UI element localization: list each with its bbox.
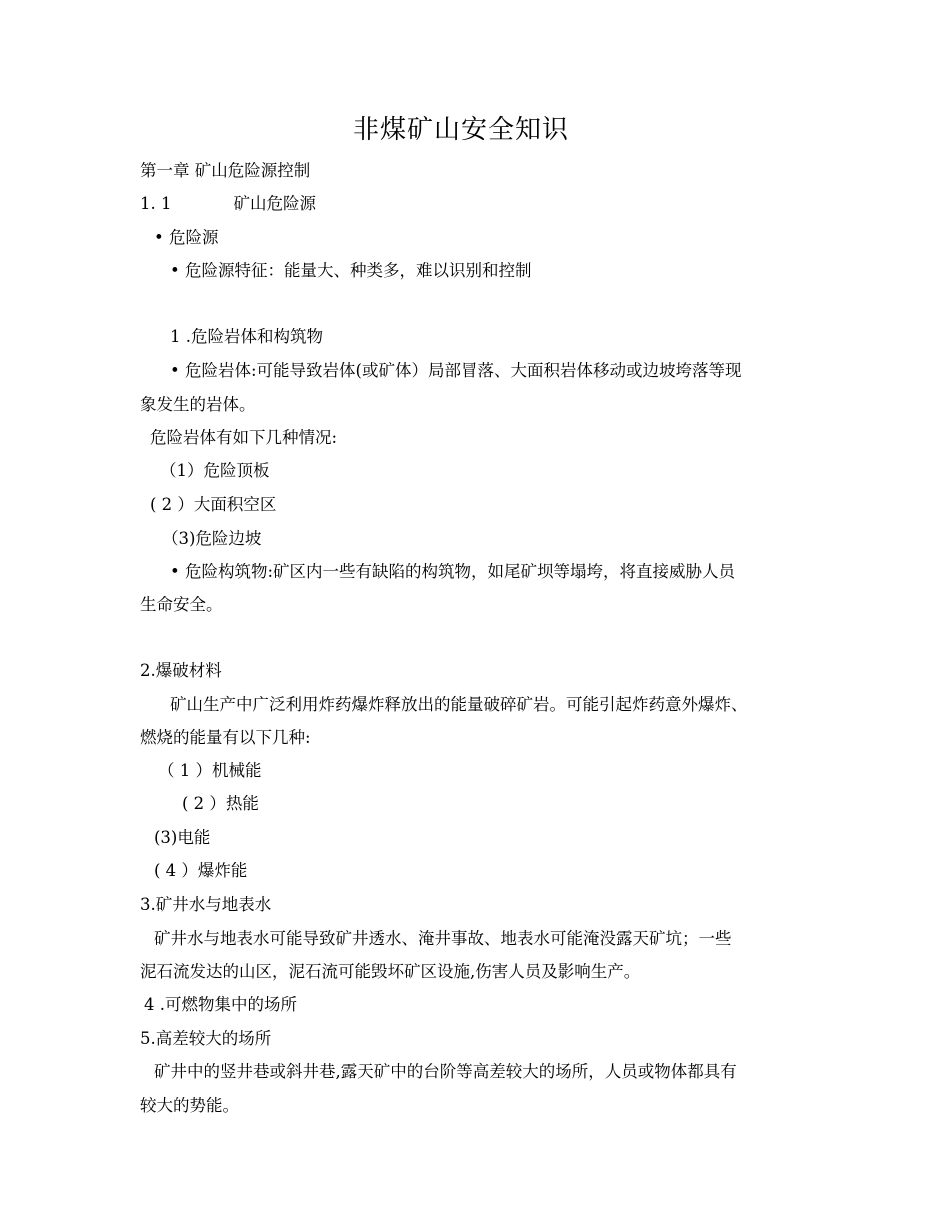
section-number: 1. 1 xyxy=(140,194,172,213)
water-line-1: 矿井水与地表水可能导致矿井透水、淹井事故、地表水可能淹没露天矿坑；一些 xyxy=(154,929,732,948)
blasting-line-2: 燃烧的能量有以下几种: xyxy=(140,728,311,747)
section-title: 矿山危险源 xyxy=(233,194,316,213)
water-line-2: 泥石流发达的山区，泥石流可能毁坏矿区设施,伤害人员及影响生产。 xyxy=(140,962,641,981)
bullet-hazard-features: • 危险源特征：能量大、种类多，难以识别和控制 xyxy=(170,261,532,280)
height-line-2: 较大的势能。 xyxy=(140,1096,239,1115)
chapter-heading: 第一章 矿山危险源控制 xyxy=(140,161,311,180)
rock-cases-intro: 危险岩体有如下几种情况: xyxy=(150,428,338,447)
energy-item-2: ( 2 ）热能 xyxy=(182,794,259,813)
rock-case-2: ( 2 ）大面积空区 xyxy=(150,495,277,514)
height-line-1: 矿井中的竖井巷或斜井巷,露天矿中的台阶等高差较大的场所，人员或物体都具有 xyxy=(154,1062,737,1081)
structure-line-1: • 危险构筑物:矿区内一些有缺陷的构筑物，如尾矿坝等塌垮，将直接威胁人员 xyxy=(170,562,736,581)
item-1-heading: 1 .危险岩体和构筑物 xyxy=(170,327,323,346)
energy-item-3: (3)电能 xyxy=(154,828,211,847)
document-title: 非煤矿山安全知识 xyxy=(352,115,569,145)
section-heading xyxy=(140,193,316,215)
structure-line-2: 生命安全。 xyxy=(140,595,223,614)
item-4-heading: 4 .可燃物集中的场所 xyxy=(144,995,297,1014)
item-3-heading: 3.矿井水与地表水 xyxy=(140,895,272,914)
rock-case-3: （3)危险边坡 xyxy=(162,529,262,548)
rock-case-1: （1）危险顶板 xyxy=(160,461,270,480)
blasting-line-1: 矿山生产中广泛利用炸药爆炸释放出的能量破碎矿岩。可能引起炸药意外爆炸、 xyxy=(170,695,748,714)
item-5-heading: 5.高差较大的场所 xyxy=(140,1029,272,1048)
energy-item-4: ( 4 ）爆炸能 xyxy=(154,861,248,880)
rock-definition-line-2: 象发生的岩体。 xyxy=(140,395,256,414)
energy-item-1: （ 1 ）机械能 xyxy=(158,761,262,780)
item-2-heading: 2.爆破材料 xyxy=(140,661,222,680)
bullet-hazard-source: • 危险源 xyxy=(154,228,219,247)
rock-definition-line-1: • 危险岩体:可能导致岩体(或矿体）局部冒落、大面积岩体移动或边坡垮落等现 xyxy=(170,361,742,380)
